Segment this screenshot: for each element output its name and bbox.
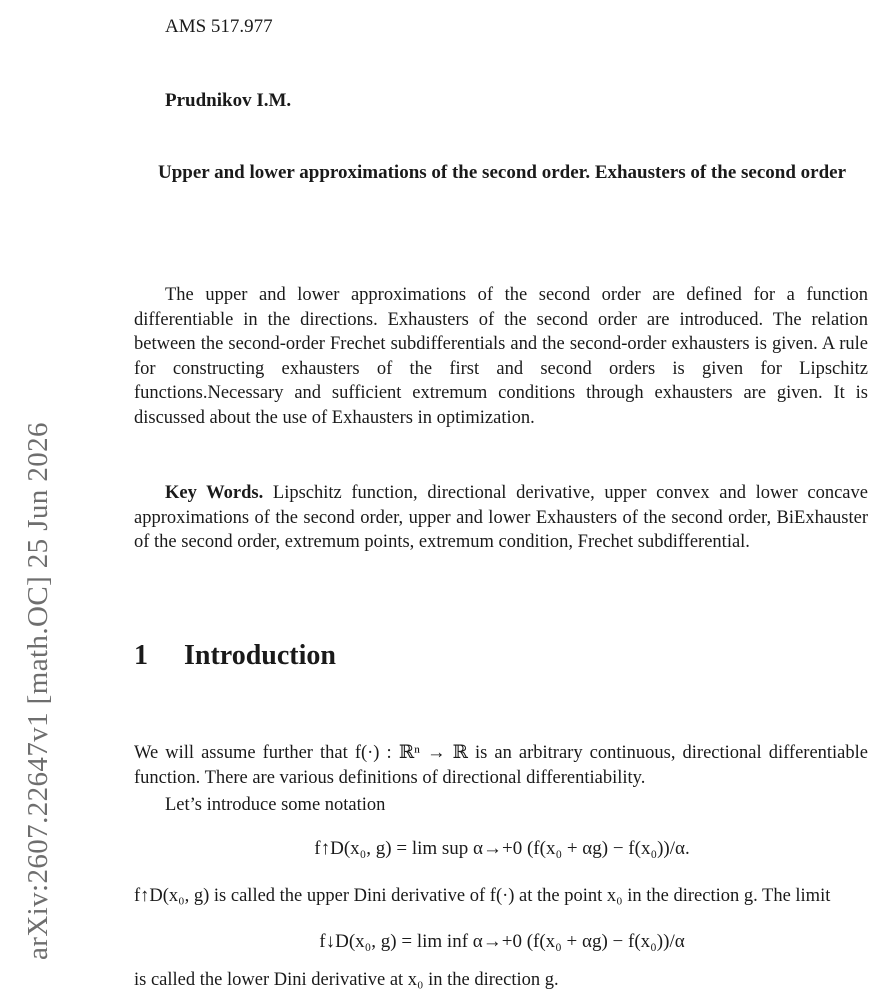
- keywords-paragraph: [134, 481, 868, 555]
- equation-upper-dini: f↑D(x₀, g) = lim sup α→+0 (f(x₀ + αg) − f(x₀))/α.: [314, 838, 690, 859]
- section-title: Introduction: [184, 640, 336, 671]
- author-name: Prudnikov I.M.: [165, 90, 292, 111]
- abstract-paragraph: The upper and lower approximations of the second order are defined for a function differentiable in the directions. Exhausters of the second order are introduced. The relation between the second-order Frechet subdifferentials and the second-order exhausters is given. A rule for constructing exhausters of the first and second orders is given for Lipschitz functions.Necessary and sufficient extremum conditions through exhausters are given. It is discussed about the use of Exhausters in optimization.: [134, 285, 868, 428]
- intro-paragraph-1: We will assume further that f(·) : ℝⁿ → ℝ is an arbitrary continuous, directional differentiable function. There are various definitions of directional differentiability.: [134, 743, 868, 788]
- arxiv-identifier: arXiv:2607.22647v1 [math.OC] 25 Jun 2026: [22, 422, 54, 960]
- keywords-label: Key Words.: [165, 483, 264, 503]
- paper-title: Upper and lower approximations of the second order. Exhausters of the second order: [157, 162, 847, 183]
- section-heading: [134, 640, 336, 672]
- ams-classification: AMS 517.977: [165, 16, 273, 37]
- equation-lower-dini: f↓D(x₀, g) = lim inf α→+0 (f(x₀ + αg) − f(x₀))/α: [319, 931, 685, 952]
- keywords-text: Lipschitz function, directional derivative, upper convex and lower concave approximations of the second order, upper and lower Exhausters of the second order, BiExhauster of the second order, extremum points, extremum condition, Frechet subdifferential.: [134, 483, 868, 553]
- section-number: 1: [134, 640, 148, 671]
- intro-paragraph-3: f↑D(x₀, g) is called the upper Dini derivative of f(·) at the point x₀ in the direction g. The limit: [134, 886, 831, 906]
- intro-paragraph-2: Let’s introduce some notation: [165, 795, 386, 815]
- intro-paragraph-4: is called the lower Dini derivative at x₀ in the direction g.: [134, 970, 559, 990]
